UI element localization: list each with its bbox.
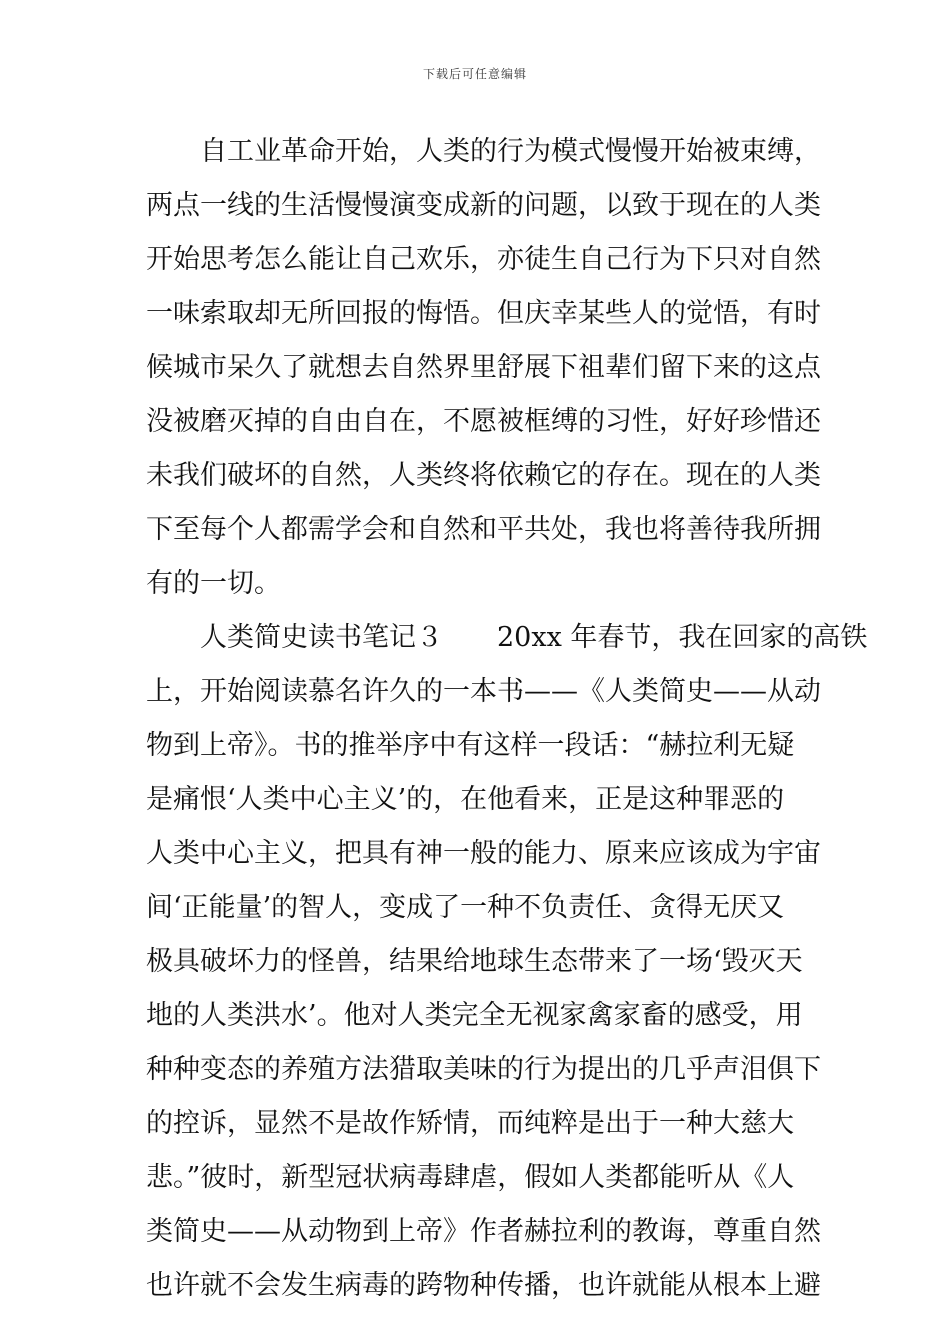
text-line: 没被磨灭掉的自由自在，不愿被框缚的习性，好好珍惜还 [146,406,821,437]
text-line: 种种变态的养殖方法猎取美味的行为提出的几乎声泪俱下 [146,1054,821,1085]
text-line: 一味索取却无所回报的悔悟。但庆幸某些人的觉悟，有时 [146,298,821,329]
text-line: 上，开始阅读慕名许久的一本书——《人类简史——从动 [146,676,821,707]
text-line: 地的人类洪水’。他对人类完全无视家禽家畜的感受，用 [146,1000,803,1031]
text-line: 是痛恨‘人类中心主义’的，在他看来，正是这种罪恶的 [146,784,785,815]
text-line: 极具破坏力的怪兽，结果给地球生态带来了一场‘毁灭天 [146,946,803,977]
text-line: 有的一切。 [146,568,281,599]
text-line: 人类中心主义，把具有神一般的能力、原来应该成为宇宙 [146,838,821,869]
text-line: 人类简史读书笔记３ 20xx 年春节，我在回家的高铁 [200,622,868,653]
text-line: 自工业革命开始，人类的行为模式慢慢开始被束缚， [200,136,821,167]
text-line: 物到上帝》。书的推举序中有这样一段话：“赫拉利无疑 [146,730,795,761]
page-header: 下载后可任意编辑 [422,67,527,81]
text-line: 类简史——从动物到上帝》作者赫拉利的教诲，尊重自然 [146,1216,821,1247]
text-line: 也许就不会发生病毒的跨物种传播，也许就能从根本上避 [146,1270,821,1301]
text-line: 开始思考怎么能让自己欢乐，亦徒生自己行为下只对自然 [146,244,821,275]
paragraph-1 [146,125,826,611]
text-line: 的控诉，显然不是故作矫情，而纯粹是出于一种大慈大 [146,1108,794,1139]
text-line: 间‘正能量’的智人，变成了一种不负责任、贪得无厌又 [146,892,785,923]
text-line: 候城市呆久了就想去自然界里舒展下祖辈们留下来的这点 [146,352,821,383]
document-body [146,125,868,1313]
paragraph-2 [146,611,868,1313]
text-line: 悲。”彼时，新型冠状病毒肆虐，假如人类都能听从《人 [146,1162,795,1193]
text-line: 下至每个人都需学会和自然和平共处，我也将善待我所拥 [146,514,821,545]
text-line: 未我们破坏的自然，人类终将依赖它的存在。现在的人类 [146,460,821,491]
text-line: 两点一线的生活慢慢演变成新的问题，以致于现在的人类 [146,190,821,221]
